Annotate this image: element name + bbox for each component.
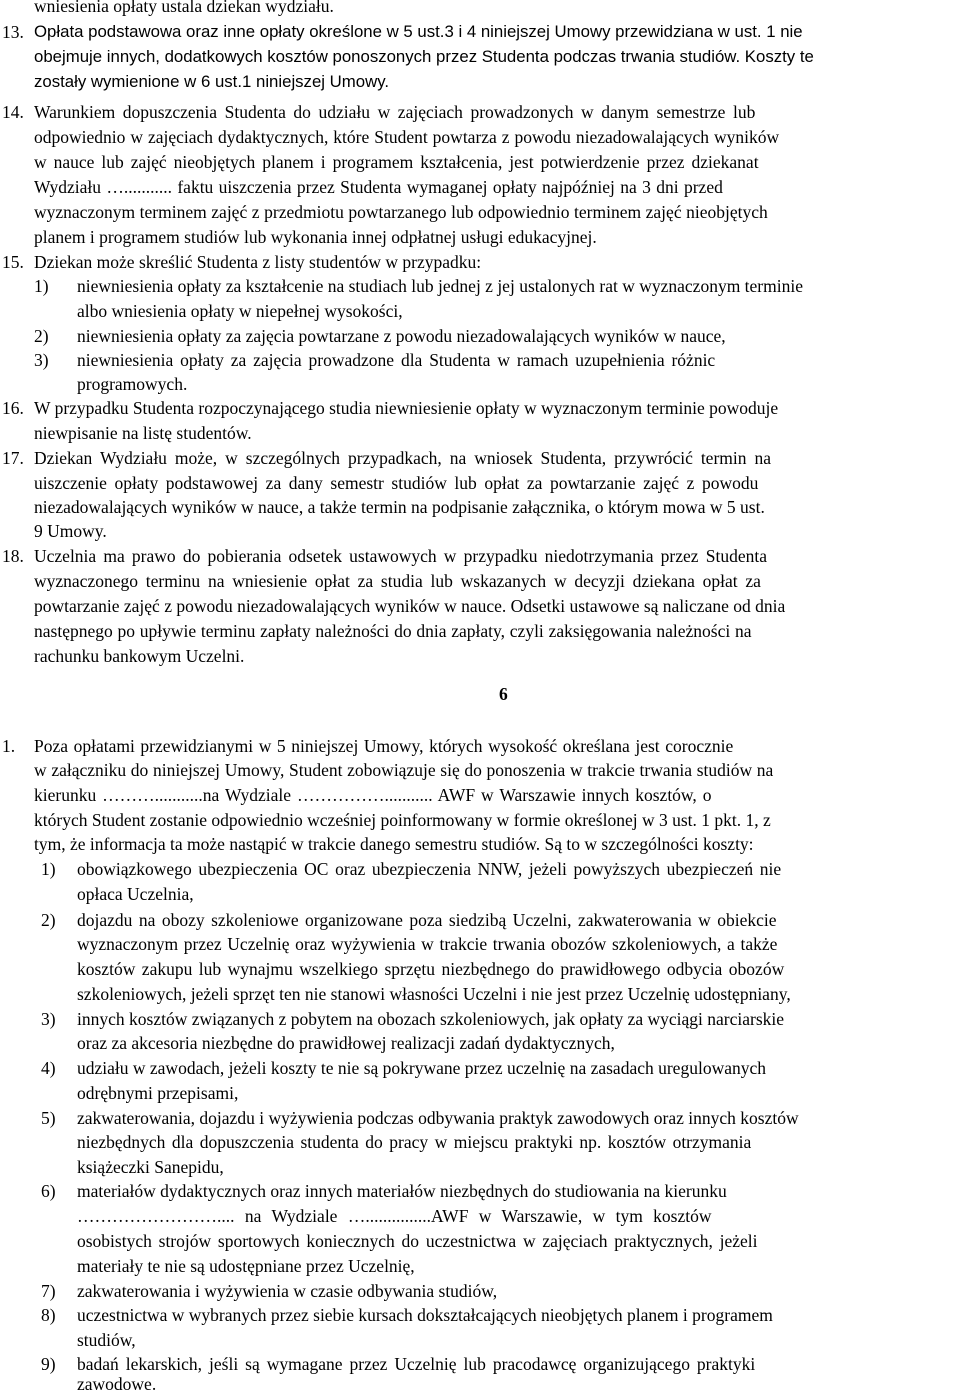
section-1-item-number: 1) <box>41 859 56 879</box>
section-1-item-number: 9) <box>41 1354 56 1374</box>
paragraph-15-item-number: 2) <box>34 326 49 346</box>
paragraph-14-line: Warunkiem dopuszczenia Studenta do udziału w zajęciach prowadzonych w danym semestrze lub <box>34 102 756 122</box>
paragraph-16-line: W przypadku Studenta rozpoczynającego studia niewniesienie opłaty w wyznaczonym terminie powoduje <box>34 398 779 418</box>
paragraph-17-line: Dziekan Wydziału może, w szczególnych przypadkach, na wniosek Studenta, przywrócić termin na <box>34 448 771 468</box>
section-1-line: kierunku ………...........na Wydziale ……………........... AWF w Warszawie innych kosztów, o <box>34 785 712 805</box>
section-1-item-line: szkoleniowych, jeżeli sprzęt ten nie stanowi własności Uczelni i nie jest przez Uczelnię udostępniany, <box>77 984 791 1004</box>
paragraph-18-line: rachunku bankowym Uczelni. <box>34 646 245 666</box>
paragraph-17-line: 9 Umowy. <box>34 521 107 541</box>
paragraph-14-line: w nauce lub zajęć nieobjętych planem i programem kształcenia, jest potwierdzenie przez dziekanat <box>34 152 759 172</box>
section-1-item-line: oraz za akcesoria niezbędne do prawidłowej realizacji zadań dydaktycznych, <box>77 1033 615 1053</box>
section-1-item-line: niezbędnych dla dopuszczenia studenta do pracy w miejscu praktyki np. kosztów otrzymania <box>77 1132 752 1152</box>
section-1-number: 1. <box>2 736 16 756</box>
paragraph-18-line: Uczelnia ma prawo do pobierania odsetek ustawowych w przypadku niedotrzymania przez Studenta <box>34 546 767 566</box>
paragraph-15-item-number: 1) <box>34 276 49 296</box>
section-1-item-line: badań lekarskich, jeśli są wymagane przez Uczelnię lub pracodawcę organizującego praktyki <box>77 1354 756 1374</box>
section-1-item-line: wyznaczonym przez Uczelnię oraz wyżywienia w trakcie trwania obozów szkoleniowych, a także <box>77 934 778 954</box>
section-1-item-number: 4) <box>41 1058 56 1078</box>
paragraph-15-item-line: niewniesienia opłaty za kształcenie na studiach lub jednej z jej ustalonych rat w wyznaczonym terminie <box>77 276 803 296</box>
section-1-item-line: zakwaterowania, dojazdu i wyżywienia podczas odbywania praktyk zawodowych oraz innych kosztów <box>77 1108 799 1128</box>
section-1-item-number: 8) <box>41 1305 56 1325</box>
section-heading: 6 <box>499 684 508 704</box>
section-1-item-line: udziału w zawodach, jeżeli koszty te nie są pokrywane przez uczelnię na zasadach uregulowanych <box>77 1058 766 1078</box>
paragraph-16-number: 16. <box>2 398 24 418</box>
paragraph-18-line: wyznaczonego terminu na wniesienie opłat za studia lub wskazanych w decyzji dziekana opłat za <box>34 571 761 591</box>
section-1-item-line: innych kosztów związanych z pobytem na obozach szkoleniowych, jak opłaty za wyciągi narciarskie <box>77 1009 785 1029</box>
paragraph-15-item-line: albo wniesienia opłaty w niepełnej wysokości, <box>77 301 403 321</box>
paragraph-14-line: planem i programem studiów lub wykonania innej odpłatnej usługi edukacyjnej. <box>34 227 597 247</box>
section-1-item-line: …………………….... na Wydziale …...............AWF w Warszawie, w tym kosztów <box>77 1206 712 1226</box>
section-1-item-line: opłaca Uczelnia, <box>77 884 194 904</box>
paragraph-15-item-number: 3) <box>34 350 49 370</box>
section-1-item-line: uczestnictwa w wybranych przez siebie kursach dokształcających nieobjętych planem i programem <box>77 1305 773 1325</box>
paragraph-18-line: powtarzanie zajęć z powodu niezadowalających wyników w nauce. Odsetki ustawowe są naliczane od dnia <box>34 596 786 616</box>
section-1-item-number: 2) <box>41 910 56 930</box>
paragraph-14-number: 14. <box>2 102 24 122</box>
section-1-item-line: studiów, <box>77 1330 136 1350</box>
section-1-line: których Student zostanie odpowiednio wcześniej poinformowany w formie określonej w 3 ust. 1 pkt. 1, z <box>34 810 771 830</box>
paragraph-14-line: odpowiednio w zajęciach dydaktycznych, które Student powtarza z powodu niezadowalających wyników <box>34 127 780 147</box>
intro-line: wniesienia opłaty ustala dziekan wydziału. <box>34 0 334 16</box>
section-1-item-line: materiałów dydaktycznych oraz innych materiałów niezbędnych do studiowania na kierunku <box>77 1181 727 1201</box>
paragraph-14-line: Wydziału …........... faktu uiszczenia przez Studenta wymaganej opłaty najpóźniej na 3 dni przed <box>34 177 723 197</box>
paragraph-18-line: następnego po upływie terminu zapłaty należności do dnia zapłaty, czyli zaksięgowania należności na <box>34 621 752 641</box>
paragraph-13-line: obejmuje innych, dodatkowych kosztów ponoszonych przez Studenta podczas trwania studiów. Koszty te <box>34 47 814 66</box>
paragraph-15-lead: Dziekan może skreślić Studenta z listy studentów w przypadku: <box>34 252 482 272</box>
section-1-item-number: 5) <box>41 1108 56 1128</box>
paragraph-15-item-line: niewniesienia opłaty za zajęcia prowadzone dla Studenta w ramach uzupełnienia różnic <box>77 350 716 370</box>
section-1-line: w załączniku do niniejszej Umowy, Student zobowiązuje się do ponoszenia w trakcie trwania studiów na <box>34 760 774 780</box>
section-1-item-line: materiały te nie są udostępniane przez Uczelnię, <box>77 1256 415 1276</box>
paragraph-18-number: 18. <box>2 546 24 566</box>
section-1-item-line: zawodowe. <box>77 1374 157 1394</box>
section-1-line: tym, że informacja ta może nastąpić w trakcie danego semestru studiów. Są to w szczególności koszty: <box>34 834 754 854</box>
section-1-item-number: 7) <box>41 1281 56 1301</box>
section-1-item-line: osobistych strojów sportowych koniecznych do uczestnictwa w zajęciach praktycznych, jeżeli <box>77 1231 758 1251</box>
section-1-item-line: odrębnymi przepisami, <box>77 1083 239 1103</box>
paragraph-15-item-line: niewniesienia opłaty za zajęcia powtarzane z powodu niezadowalających wyników w nauce, <box>77 326 726 346</box>
paragraph-13-number: 13. <box>2 22 24 42</box>
paragraph-16-line: niewpisanie na listę studentów. <box>34 423 252 443</box>
paragraph-14-line: wyznaczonym terminem zajęć z przedmiotu powtarzanego lub odpowiednio terminem zajęć nieobjętych <box>34 202 768 222</box>
paragraph-17-line: uiszczenie opłaty podstawowej za dany semestr studiów lub opłat za powtarzanie zajęć z powodu <box>34 473 759 493</box>
paragraph-15-item-line: programowych. <box>77 374 188 394</box>
paragraph-15-number: 15. <box>2 252 24 272</box>
section-1-line: Poza opłatami przewidzianymi w 5 niniejszej Umowy, których wysokość określana jest corocznie <box>34 736 734 756</box>
paragraph-13-line: zostały wymienione w 6 ust.1 niniejszej Umowy. <box>34 72 390 91</box>
paragraph-17-line: niezadowalających wyników w nauce, a także termin na podpisanie załącznika, o którym mowa w 5 ust. <box>34 497 765 517</box>
section-1-item-line: kosztów zakupu lub wynajmu wszelkiego sprzętu niezbędnego do prawidłowego odbycia obozów <box>77 959 785 979</box>
section-1-item-line: zakwaterowania i wyżywienia w czasie odbywania studiów, <box>77 1281 498 1301</box>
paragraph-17-number: 17. <box>2 448 24 468</box>
section-1-item-line: dojazdu na obozy szkoleniowe organizowane poza siedzibą Uczelni, zakwaterowania w obiekcie <box>77 910 777 930</box>
section-1-item-number: 3) <box>41 1009 56 1029</box>
section-1-item-number: 6) <box>41 1181 56 1201</box>
paragraph-13-line: Opłata podstawowa oraz inne opłaty określone w 5 ust.3 i 4 niniejszej Umowy przewidziana w ust. 1 nie <box>34 22 803 41</box>
section-1-item-line: obowiązkowego ubezpieczenia OC oraz ubezpieczenia NNW, jeżeli powyższych ubezpieczeń nie <box>77 859 782 879</box>
section-1-item-line: książeczki Sanepidu, <box>77 1157 224 1177</box>
